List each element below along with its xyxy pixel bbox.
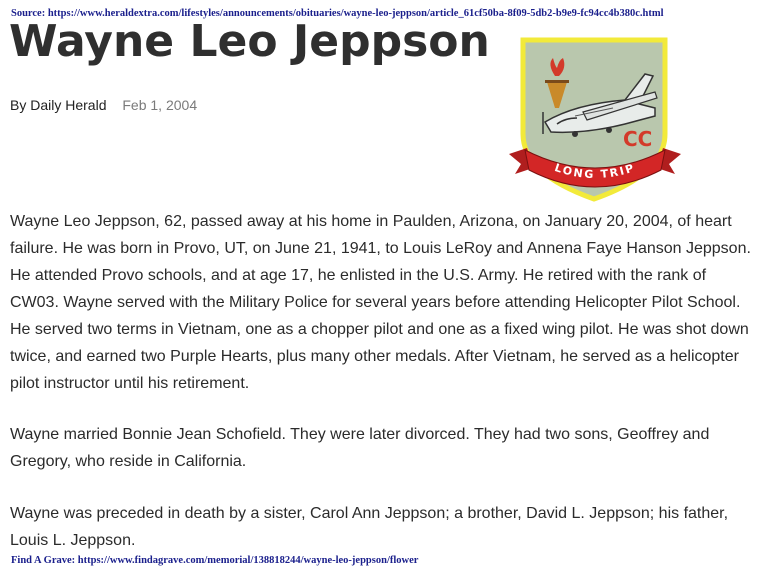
findagrave-link[interactable]: Find A Grave: https://www.findagrave.com/memorial/138818244/wayne-leo-jeppson/flower [11, 555, 419, 566]
byline [10, 97, 197, 113]
unit-insignia-badge [505, 34, 685, 206]
author-label[interactable]: By Daily Herald [10, 97, 107, 113]
ribbon-text: LONG TRIP [552, 161, 638, 182]
article-title: Wayne Leo Jeppson [9, 16, 490, 67]
obituary-paragraph-1: Wayne Leo Jeppson, 62, passed away at his home in Paulden, Arizona, on January 20, 2004, of heart failure. He was born in Provo, UT, on June 21, 1941, to Louis LeRoy and Annena Faye Hanson Jeppson. He attended Provo schools, and at age 17, he enlisted in the U.S. Army. He retired with the rank of CW03. Wayne served with the Military Police for several years before attending Helicopter Pilot School. He served two terms in Vietnam, one as a chopper pilot and one as a fixed wing pilot. He was shot down twice, and earned two Purple Hearts, plus many other medals. After Vietnam, he served as a helicopter pilot instructor until his retirement. [10, 213, 751, 392]
badge-letters: CC [623, 127, 653, 151]
publish-date: Feb 1, 2004 [122, 97, 198, 113]
obituary-paragraph-3: Wayne was preceded in death by a sister, Carol Ann Jeppson; a brother, David L. Jeppson; his father, Louis L. Jeppson. [10, 505, 729, 549]
obituary-paragraph-2: Wayne married Bonnie Jean Schofield. They were later divorced. They had two sons, Geoffrey and Gregory, who reside in California. [10, 426, 710, 470]
source-link[interactable]: Source: https://www.heraldextra.com/lifestyles/announcements/obituaries/wayne-leo-jeppson/article_61cf50ba-8f09-5db2-b9e9-fc94cc4b380c.html [11, 8, 664, 19]
